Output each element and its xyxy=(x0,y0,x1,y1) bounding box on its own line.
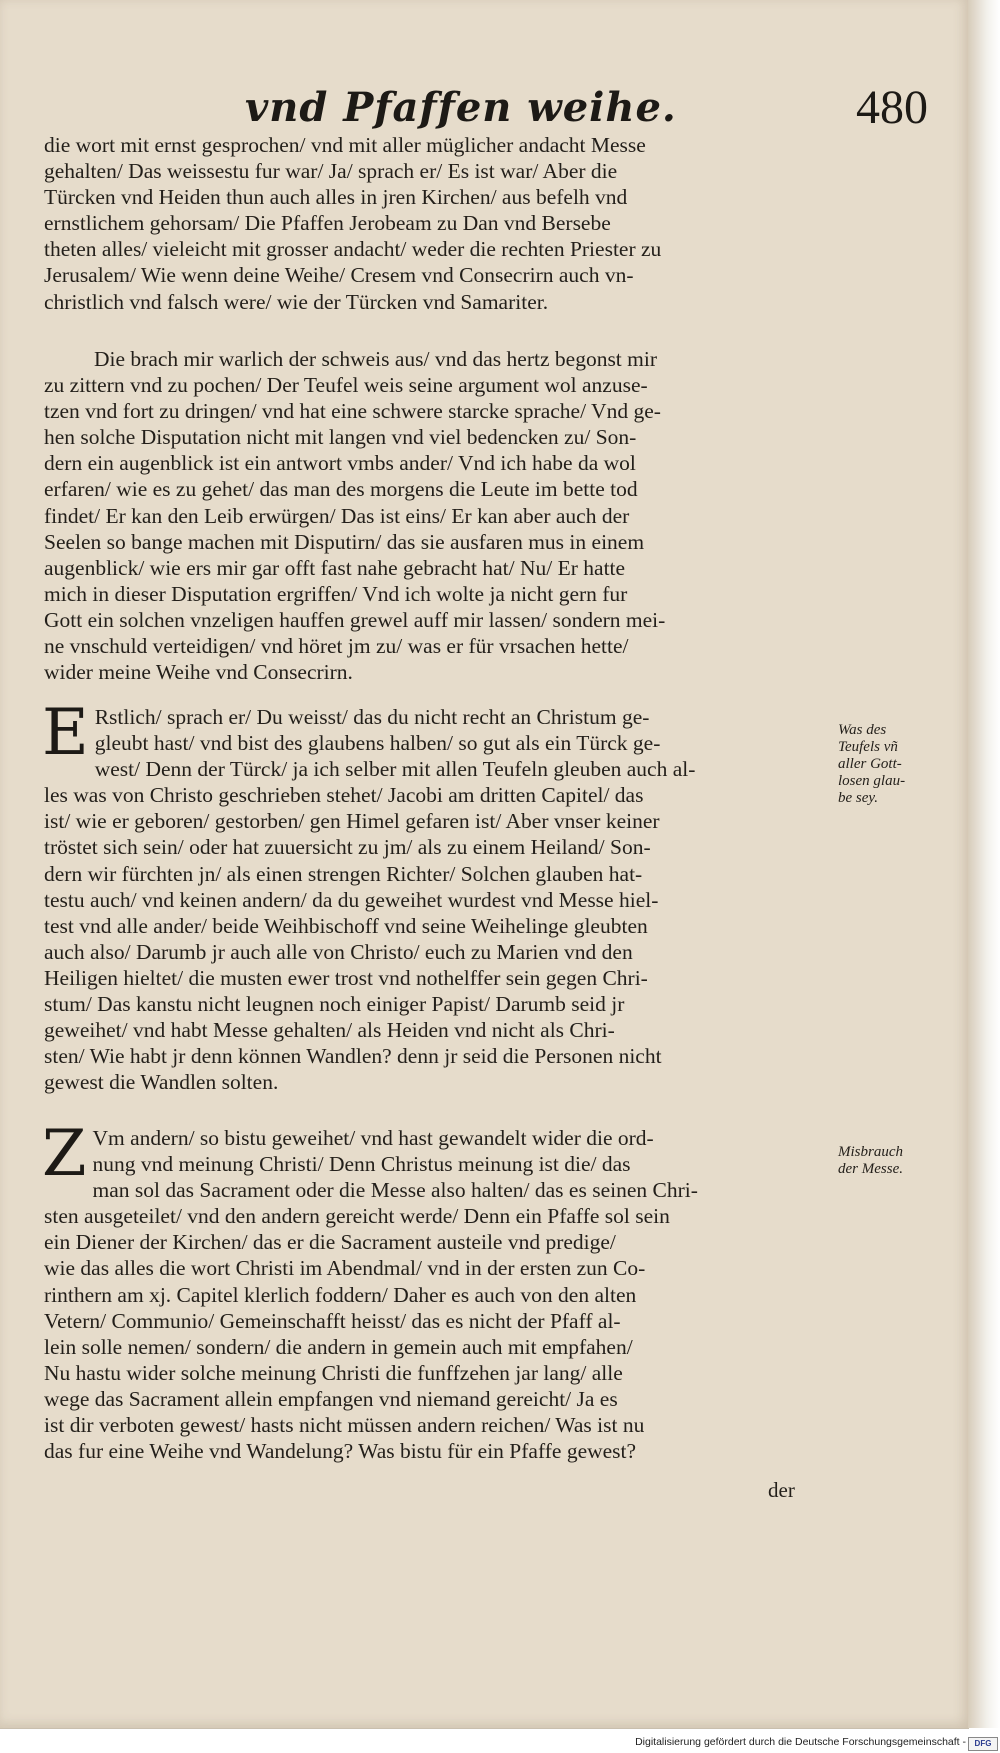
page-edge xyxy=(968,0,1000,1728)
text-line: gewest die Wandlen solten. xyxy=(44,1070,279,1095)
text-line: findet/ Er kan den Leib erwürgen/ Das ist eins/ Er kan aber auch der xyxy=(44,503,630,528)
text-line: erfaren/ wie es zu gehet/ das man des morgens die Leute im bette tod xyxy=(44,477,638,502)
margin-note-line: be sey. xyxy=(838,790,878,806)
text-line: Türcken vnd Heiden thun auch alles in jren Kirchen/ aus befelh vnd xyxy=(44,185,628,210)
text-line: das fur eine Weihe vnd Wandelung? Was bistu für ein Pfaffe gewest? xyxy=(44,1439,637,1464)
digitization-footer xyxy=(0,1736,1000,1753)
page-number: 480 xyxy=(856,81,928,134)
margin-note-misbrauch xyxy=(838,1144,948,1178)
text-line: gleubt hast/ vnd bist des glaubens halben/ so gut als ein Türck ge- xyxy=(94,731,661,756)
text-line: wider meine Weihe vnd Consecrirn. xyxy=(44,660,353,685)
text-line: lein solle nemen/ sondern/ die andern in gemein auch mit empfahen/ xyxy=(44,1334,633,1359)
text-line: zu zittern vnd zu pochen/ Der Teufel weis seine argument wol anzuse- xyxy=(44,373,648,398)
text-line: testu auch/ vnd keinen andern/ da du geweihet wurdest vnd Messe hiel- xyxy=(44,887,659,912)
text-line: ein Diener der Kirchen/ das er die Sacrament austeile vnd predige/ xyxy=(44,1230,616,1255)
footer-credit: Digitalisierung gefördert durch die Deutsche Forschungsgemeinschaft - xyxy=(635,1736,966,1748)
margin-note-teufels-glaube xyxy=(838,722,948,807)
page-header xyxy=(40,81,940,134)
drop-cap: E xyxy=(42,696,89,770)
text-line: Heiligen hieltet/ die musten ewer trost vnd nothelffer sein gegen Chri- xyxy=(44,965,648,990)
text-line: dern wir fürchten jn/ als einen strengen Richter/ Solchen glauben hat- xyxy=(44,861,643,886)
text-line: Die brach mir warlich der schweis aus/ vnd das hertz begonst mir xyxy=(94,347,658,371)
text-line: Vm andern/ so bistu geweihet/ vnd hast gewandelt wider die ord- xyxy=(92,1126,654,1150)
text-line: die wort mit ernst gesprochen/ vnd mit aller müglicher andacht Messe xyxy=(44,133,646,157)
text-line: ist/ wie er geboren/ gestorben/ gen Himel gefaren ist/ Aber vnser keiner xyxy=(44,809,660,834)
text-line: gehalten/ Das weissestu fur war/ Ja/ sprach er/ Es ist war/ Aber die xyxy=(44,159,618,184)
text-line: Jerusalem/ Wie wenn deine Weihe/ Cresem vnd Consecrirn auch vn- xyxy=(44,263,634,288)
margin-note-line: Was des xyxy=(838,722,887,738)
running-head: vnd Pfaffen weihe. xyxy=(245,84,677,131)
margin-note-line: losen glau- xyxy=(838,773,906,789)
paragraph-1 xyxy=(44,132,834,315)
paragraph-2 xyxy=(44,346,834,685)
text-line: nung vnd meinung Christi/ Denn Christus meinung ist die/ das xyxy=(92,1152,631,1177)
text-line: wege das Sacrament allein empfangen vnd niemand gereicht/ Ja es xyxy=(44,1386,618,1411)
text-line: christlich vnd falsch were/ wie der Türcken vnd Samariter. xyxy=(44,289,549,314)
text-line: Rstlich/ sprach er/ Du weisst/ das du nicht recht an Christum ge- xyxy=(94,705,650,729)
margin-note-line: der Messe. xyxy=(838,1161,903,1177)
text-line: west/ Denn der Türck/ ja ich selber mit allen Teufeln gleuben auch al- xyxy=(94,757,696,782)
text-line: Vetern/ Communio/ Gemeinschafft heisst/ das es nicht der Pfaff al- xyxy=(44,1308,621,1333)
text-line: les was von Christo geschrieben stehet/ Jacobi am dritten Capitel/ das xyxy=(44,783,644,808)
text-line: Seelen so bange machen mit Disputirn/ das sie ausfaren mus in einem xyxy=(44,529,645,554)
text-line: Nu hastu wider solche meinung Christi die funffzehen jar lang/ alle xyxy=(44,1360,623,1385)
paragraph-3 xyxy=(42,696,834,1095)
dfg-logo-icon: DFG xyxy=(968,1737,998,1751)
text-line: Gott ein solchen vnzeligen hauffen grewel auff mir lassen/ sondern mei- xyxy=(44,607,666,632)
text-line: auch also/ Darumb jr auch alle von Christo/ euch zu Marien vnd den xyxy=(44,939,633,964)
text-line: theten alles/ vieleicht mit grosser andacht/ weder die rechten Priester zu xyxy=(44,237,662,262)
text-line: wie das alles die wort Christi im Abendmal/ vnd in der ersten zun Co- xyxy=(44,1256,646,1281)
margin-note-line: Misbrauch xyxy=(838,1144,903,1160)
text-line: dern ein augenblick ist ein antwort vmbs ander/ Vnd ich habe da wol xyxy=(44,451,636,476)
text-line: rinthern am xj. Capitel klerlich foddern/ Daher es auch von den alten xyxy=(44,1282,637,1307)
text-line: tröstet sich sein/ oder hat zuuersicht zu jm/ als zu einem Heiland/ Son- xyxy=(44,835,651,860)
text-line: stum/ Das kanstu nicht leugnen noch einiger Papist/ Darumb seid jr xyxy=(44,992,625,1017)
text-line: man sol das Sacrament oder die Messe also halten/ das es seinen Chri- xyxy=(92,1178,698,1203)
text-line: tzen vnd fort zu dringen/ vnd hat eine schwere starcke sprache/ Vnd ge- xyxy=(44,399,661,424)
text-line: sten/ Wie habt jr denn können Wandlen? denn jr seid die Personen nicht xyxy=(44,1044,662,1069)
catchword: der xyxy=(768,1478,795,1502)
text-line: augenblick/ wie ers mir gar offt fast nahe gebracht hat/ Nu/ Er hatte xyxy=(44,555,626,580)
text-line: ernstlichem gehorsam/ Die Pfaffen Jerobeam zu Dan vnd Bersebe xyxy=(44,211,611,236)
text-line: ne vnschuld verteidigen/ vnd höret jm zu/ was er für vrsachen hette/ xyxy=(44,634,629,659)
margin-note-line: Teufels vñ xyxy=(838,739,898,755)
text-line: mich in dieser Disputation ergriffen/ Vnd ich wolte ja nicht gern fur xyxy=(44,581,628,606)
drop-cap: Z xyxy=(42,1117,87,1191)
text-line: ist dir verboten gewest/ hasts nicht müssen andern reichen/ Was ist nu xyxy=(44,1413,645,1438)
paragraph-4 xyxy=(42,1117,834,1464)
text-line: sten ausgeteilet/ vnd den andern gereicht werde/ Denn ein Pfaffe sol sein xyxy=(44,1204,670,1229)
text-line: test vnd alle ander/ beide Weihbischoff vnd seine Weihelinge gleubten xyxy=(44,913,648,938)
text-line: hen solche Disputation nicht mit langen vnd viel bedencken zu/ Son- xyxy=(44,425,637,450)
margin-note-line: aller Gott- xyxy=(838,756,902,772)
text-line: geweihet/ vnd habt Messe gehalten/ als Heiden vnd nicht als Chri- xyxy=(44,1018,615,1043)
